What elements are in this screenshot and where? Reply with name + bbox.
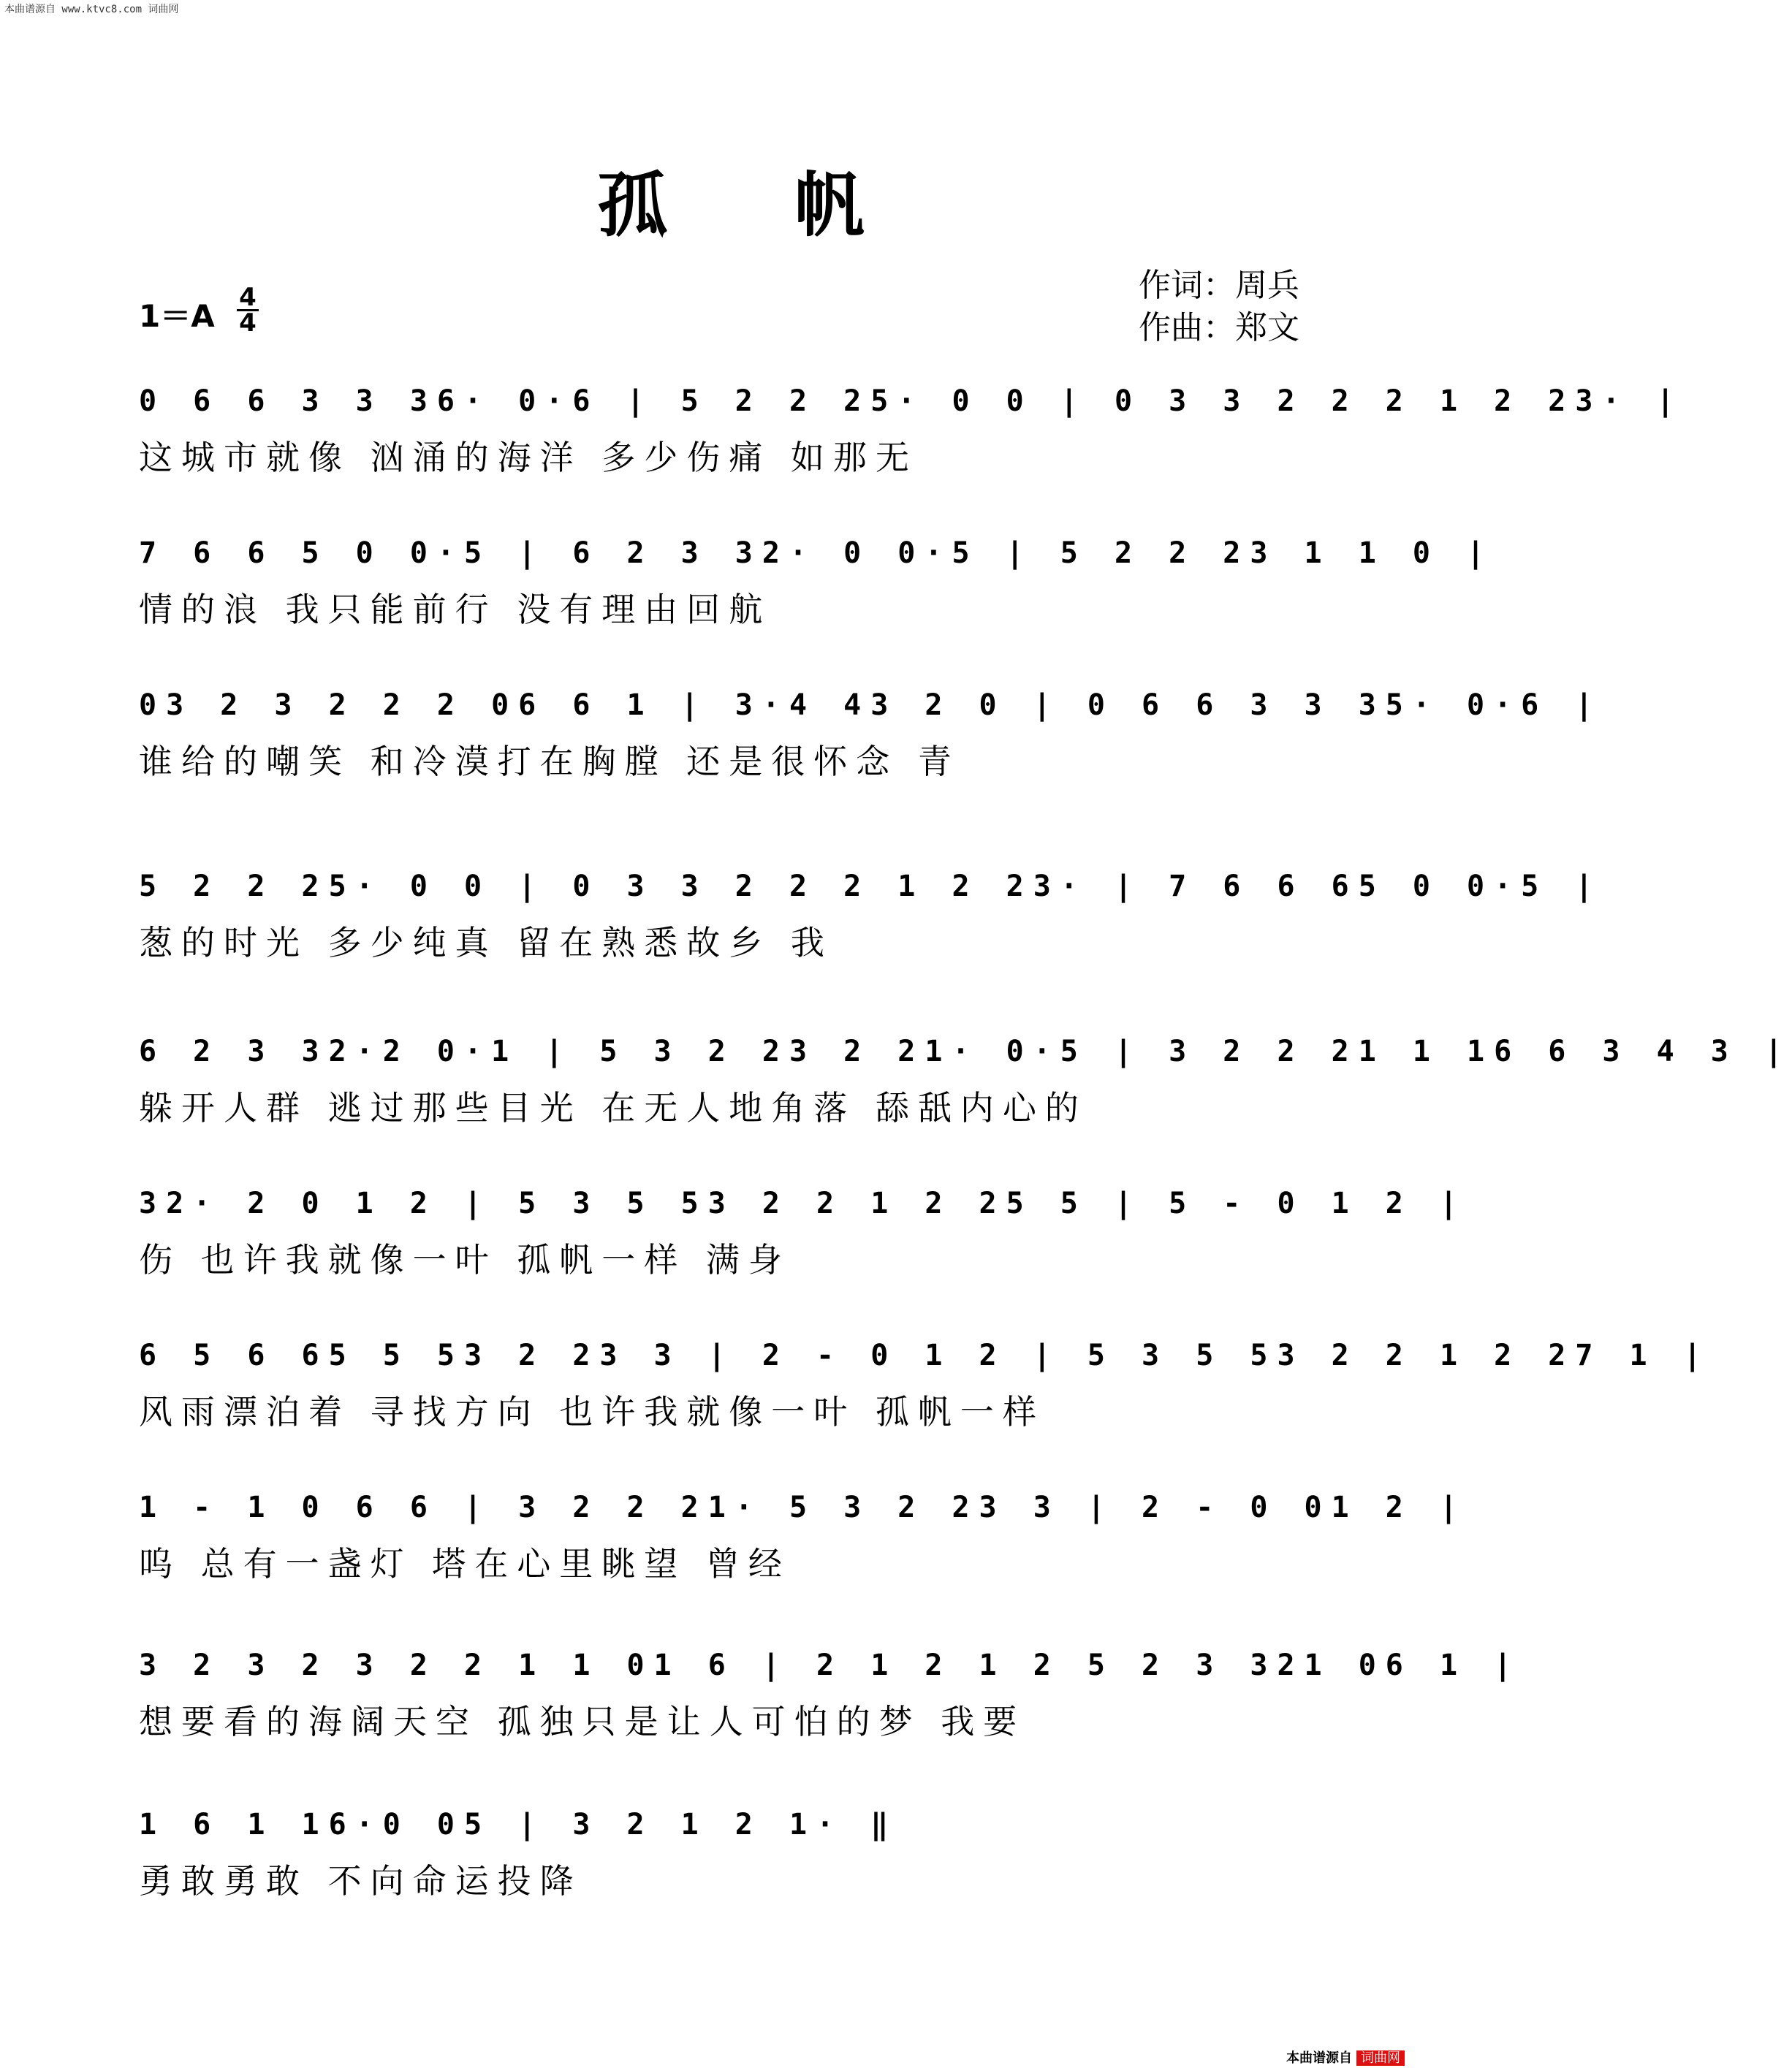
time-signature-bottom: 4	[239, 308, 257, 338]
score-line-7	[139, 1334, 1711, 1434]
score-line-5	[139, 1030, 1792, 1130]
notation-row: 7 6 6 5 0 0·5 | 6 2 3 32· 0 0·5 | 5 2 2 23 1 1 0 |	[139, 536, 1495, 570]
notation-row: 6 2 3 32·2 0·1 | 5 3 2 23 2 21· 0·5 | 3 2 2 21 1 16 6 3 4 3 |	[139, 1035, 1792, 1068]
lyrics-row: 伤 也许我就像一叶 孤帆一样 满身	[139, 1240, 791, 1280]
lyrics-row: 谁给的嘲笑 和冷漠打在胸膛 还是很怀念 青	[139, 742, 960, 781]
score-line-1	[139, 380, 1684, 479]
notation-row: 6 5 6 65 5 53 2 23 3 | 2 - 0 1 2 | 5 3 5 53 2 2 1 2 27 1 |	[139, 1339, 1711, 1372]
time-signature-top: 4	[239, 283, 257, 312]
lyrics-row: 风雨漂泊着 寻找方向 也许我就像一叶 孤帆一样	[139, 1392, 1045, 1432]
notation-row: 1 6 1 16·0 05 | 3 2 1 2 1· ‖	[139, 1808, 898, 1841]
notation-row: 5 2 2 25· 0 0 | 0 3 3 2 2 2 1 2 23· | 7 6 6 65 0 0·5 |	[139, 870, 1603, 903]
score-line-9	[139, 1644, 1522, 1744]
lyrics-row: 勇敢勇敢 不向命运投降	[139, 1861, 582, 1901]
score-line-4	[139, 865, 1603, 965]
lyricist: 作词：周兵	[1139, 267, 1299, 304]
time-signature	[235, 283, 260, 338]
score-line-2	[139, 532, 1495, 631]
notation-row: 1 - 1 0 6 6 | 3 2 2 21· 5 3 2 23 3 | 2 - 0 01 2 |	[139, 1491, 1468, 1524]
lyrics-row: 呜 总有一盏灯 塔在心里眺望 曾经	[139, 1544, 791, 1584]
footer-tag: 词曲网	[1356, 2050, 1405, 2066]
lyrics-row: 情的浪 我只能前行 没有理由回航	[139, 590, 772, 629]
composer: 作曲：郑文	[1139, 309, 1299, 346]
lyrics-row: 葱的时光 多少纯真 留在熟悉故乡 我	[139, 923, 833, 962]
score-line-8	[139, 1486, 1468, 1586]
credits	[1139, 265, 1299, 349]
score-line-6	[139, 1182, 1468, 1282]
lyrics-row: 想要看的海阔天空 孤独只是让人可怕的梦 我要	[139, 1702, 1026, 1741]
footer-watermark	[1286, 2049, 1462, 2068]
score-line-3	[139, 684, 1603, 783]
watermark-top: 本曲谱源自 www.ktvc8.com 词曲网	[4, 4, 179, 15]
notation-row: 3 2 3 2 3 2 2 1 1 01 6 | 2 1 2 1 2 5 2 3 321 06 1 |	[139, 1649, 1522, 1682]
notation-row: 03 2 3 2 2 2 06 6 1 | 3·4 43 2 0 | 0 6 6 3 3 35· 0·6 |	[139, 688, 1603, 722]
footer-text: 本曲谱源自	[1286, 2050, 1352, 2066]
lyrics-row: 躲开人群 逃过那些目光 在无人地角落 舔舐内心的	[139, 1088, 1087, 1128]
lyrics-row: 这城市就像 汹涌的海洋 多少伤痛 如那无	[139, 438, 918, 477]
song-title: 孤 帆	[597, 164, 916, 246]
score-line-10	[139, 1803, 1330, 1903]
notation-row: 32· 2 0 1 2 | 5 3 5 53 2 2 1 2 25 5 | 5 - 0 1 2 |	[139, 1187, 1468, 1220]
key-signature: 1＝A	[139, 298, 215, 334]
notation-row: 0 6 6 3 3 36· 0·6 | 5 2 2 25· 0 0 | 0 3 3 2 2 2 1 2 23· |	[139, 384, 1684, 418]
